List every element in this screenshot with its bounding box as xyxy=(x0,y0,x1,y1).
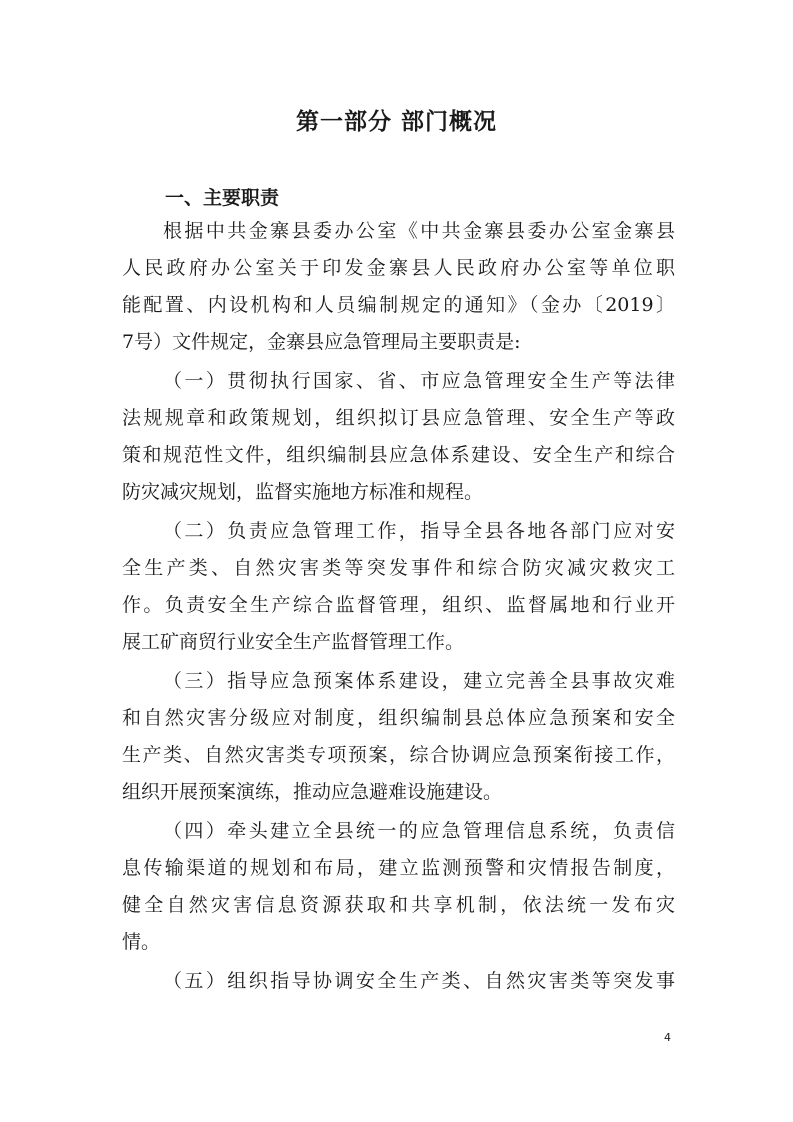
body-line: 能配置、内设机构和人员编制规定的通知》（金办〔2019〕 xyxy=(122,294,675,316)
body-line: 作。负责安全生产综合监督管理，组织、监督属地和行业开 xyxy=(122,594,675,616)
body-line: 组织开展预案演练，推动应急避难设施建设。 xyxy=(122,781,503,803)
page-title: 第一部分 部门概况 xyxy=(295,109,497,135)
page-number: 4 xyxy=(664,1031,671,1044)
body-line: （二）负责应急管理工作，指导全县各地各部门应对安 xyxy=(163,520,675,542)
body-line: 和自然灾害分级应对制度，组织编制县总体应急预案和安全 xyxy=(122,707,675,729)
body-line: （三）指导应急预案体系建设，建立完善全县事故灾难 xyxy=(163,670,675,692)
body-line: 防灾减灾规划，监督实施地方标准和规程。 xyxy=(122,481,484,503)
body-line: （五）组织指导协调安全生产类、自然灾害类等突发事 xyxy=(163,970,675,992)
body-line: 人民政府办公室关于印发金寨县人民政府办公室等单位职 xyxy=(122,257,675,279)
body-line: （一）贯彻执行国家、省、市应急管理安全生产等法律 xyxy=(163,370,675,392)
body-line: 健全自然灾害信息资源获取和共享机制，依法统一发布灾 xyxy=(122,894,675,916)
body-line: （四）牵头建立全县统一的应急管理信息系统，负责信 xyxy=(163,820,675,842)
body-line: 法规规章和政策规划，组织拟订县应急管理、安全生产等政 xyxy=(122,407,675,429)
body-line: 7号）文件规定，金寨县应急管理局主要职责是: xyxy=(122,331,521,353)
body-line: 情。 xyxy=(122,931,161,953)
body-line: 息传输渠道的规划和布局，建立监测预警和灾情报告制度， xyxy=(122,857,675,879)
body-line: 根据中共金寨县委办公室《中共金寨县委办公室金寨县 xyxy=(163,220,675,242)
body-line: 策和规范性文件，组织编制县应急体系建设、安全生产和综合 xyxy=(122,444,675,466)
body-line: 生产类、自然灾害类专项预案，综合协调应急预案衔接工作， xyxy=(122,744,675,766)
section-heading: 一、主要职责 xyxy=(165,187,280,209)
body-line: 全生产类、自然灾害类等突发事件和综合防灾减灾救灾工 xyxy=(122,557,675,579)
body-line: 展工矿商贸行业安全生产监督管理工作。 xyxy=(122,631,465,653)
